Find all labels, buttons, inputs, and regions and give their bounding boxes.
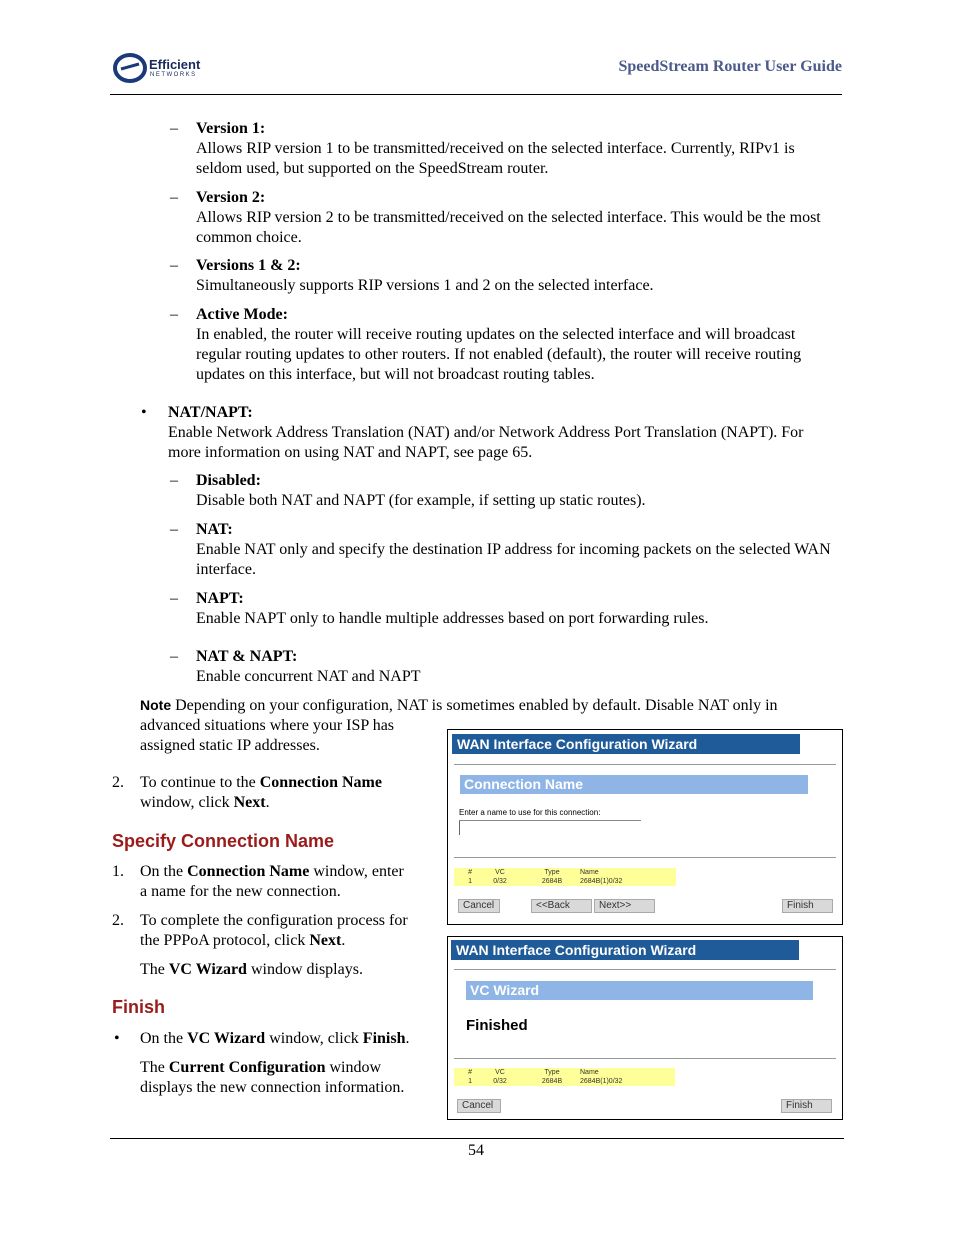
table-cell: 1 xyxy=(454,877,474,886)
step-text: displays the new connection information. xyxy=(140,1079,405,1096)
page-number: 54 xyxy=(468,1142,484,1159)
step-text: window, enter xyxy=(309,863,404,880)
dash-marker: – xyxy=(170,521,178,538)
vc-table xyxy=(454,868,676,886)
table-header: Name xyxy=(578,1068,675,1077)
step-bold: VC Wizard xyxy=(187,1030,266,1047)
note-line3: assigned static IP addresses. xyxy=(140,737,320,754)
step-text: . xyxy=(405,1030,410,1047)
table-header: VC xyxy=(474,868,526,877)
item-title: NAT & NAPT: xyxy=(196,648,298,665)
dash-marker: – xyxy=(170,120,178,137)
specify-step-2 xyxy=(140,911,440,980)
table-header: # xyxy=(454,868,474,877)
header-rule xyxy=(110,94,842,95)
item-title: Version 2: xyxy=(196,189,266,206)
table-header: VC xyxy=(474,1068,526,1077)
header-logo xyxy=(113,52,208,84)
nat-body: Enable Network Address Translation (NAT) and/or Network Address Port Translation (NAPT). For more information on using NAT and NAPT, see page 65. xyxy=(168,424,804,461)
nat-bullet: • xyxy=(141,404,147,421)
note-line1: Depending on your configuration, NAT is sometimes enabled by default. Disable NAT only in xyxy=(175,697,778,714)
divider xyxy=(454,857,836,858)
dash-marker: – xyxy=(170,257,178,274)
table-header-row xyxy=(454,868,676,877)
nat-option-napt xyxy=(196,589,844,629)
step-text: On the xyxy=(140,1030,188,1047)
specify-step-1 xyxy=(140,862,440,902)
step-text: window xyxy=(325,1059,382,1076)
nat-option-disabled xyxy=(196,471,844,511)
rip-version-2 xyxy=(196,188,844,248)
table-header: Name xyxy=(578,868,676,877)
nat-option-nat xyxy=(196,520,844,580)
table-header: Type xyxy=(526,1068,578,1077)
item-body: Simultaneously supports RIP versions 1 and 2 on the selected interface. xyxy=(196,277,654,294)
cancel-button[interactable]: Cancel xyxy=(457,1099,501,1113)
item-title: NAT: xyxy=(196,521,233,538)
finish-button[interactable]: Finish xyxy=(781,1099,832,1113)
table-row[interactable] xyxy=(454,877,676,886)
step-text: window, click xyxy=(265,1030,363,1047)
divider xyxy=(454,969,836,970)
item-body: Enable NAT only and specify the destination IP address for incoming packets on the selected WAN interface. xyxy=(196,541,831,578)
table-header: # xyxy=(454,1068,474,1077)
heading-specify-connection-name: Specify Connection Name xyxy=(112,831,335,851)
cancel-button[interactable]: Cancel xyxy=(458,899,500,913)
rip-active-mode xyxy=(196,305,844,385)
step-text: . xyxy=(341,932,346,949)
finish-button[interactable]: Finish xyxy=(782,899,833,913)
rip-versions-1-2 xyxy=(196,256,844,296)
footer-rule xyxy=(110,1138,844,1139)
nat-option-nat-napt xyxy=(196,647,844,687)
step-number: 1. xyxy=(112,863,124,880)
item-body: Enable concurrent NAT and NAPT xyxy=(196,668,421,685)
finish-step xyxy=(140,1029,440,1098)
item-body: Enable NAPT only to handle multiple addresses based on port forwarding rules. xyxy=(196,610,709,627)
divider xyxy=(454,1058,836,1059)
step-bold: Next xyxy=(233,794,266,811)
divider xyxy=(454,764,836,765)
item-title: Disabled: xyxy=(196,472,261,489)
connection-name-input[interactable] xyxy=(459,821,644,835)
item-body: Allows RIP version 1 to be transmitted/received on the selected interface. Currently, RIPv1 is seldom used, but supported on the SpeedStream router. xyxy=(196,140,795,177)
finish-bullet: • xyxy=(114,1030,120,1047)
step-bold: Finish xyxy=(362,1030,406,1047)
table-cell: 2684B xyxy=(526,877,578,886)
wizard-connection-name-screenshot xyxy=(447,729,843,925)
vc-table xyxy=(454,1068,675,1086)
item-title: NAPT: xyxy=(196,590,244,607)
step-bold: Connection Name xyxy=(187,863,310,880)
note-label: Note xyxy=(140,697,172,713)
wizard-subtitle: VC Wizard xyxy=(466,981,813,1000)
item-body: Allows RIP version 2 to be transmitted/received on the selected interface. This would be the most common choice. xyxy=(196,209,821,246)
item-body: Disable both NAT and NAPT (for example, if setting up static routes). xyxy=(196,492,646,509)
table-cell: 2684B xyxy=(526,1077,578,1086)
step-text: On the xyxy=(140,863,188,880)
step-text: To complete the configuration process for xyxy=(140,912,408,929)
table-cell: 0/32 xyxy=(474,1077,526,1086)
dash-marker: – xyxy=(170,648,178,665)
dash-marker: – xyxy=(170,189,178,206)
table-cell: 0/32 xyxy=(474,877,526,886)
wizard-vc-finished-screenshot xyxy=(447,936,843,1120)
logo-sub: NETWORKS xyxy=(150,72,197,78)
wizard-title: WAN Interface Configuration Wizard xyxy=(452,734,800,754)
step-2-continue xyxy=(140,773,440,813)
step-text: window displays. xyxy=(246,961,363,978)
rip-version-1 xyxy=(196,119,844,179)
step-bold: Current Configuration xyxy=(168,1059,326,1076)
item-title: Version 1: xyxy=(196,120,266,137)
finished-message: Finished xyxy=(466,1017,528,1034)
table-header-row xyxy=(454,1068,675,1077)
dash-marker: – xyxy=(170,472,178,489)
step-bold: Next xyxy=(309,932,342,949)
step-number: 2. xyxy=(112,912,124,929)
dash-marker: – xyxy=(170,590,178,607)
note-line2: advanced situations where your ISP has xyxy=(140,717,395,734)
step-number: 2. xyxy=(112,774,124,791)
efficient-logo-icon xyxy=(113,52,149,84)
step-text: The xyxy=(140,961,169,978)
table-cell: 2684B(1)0/32 xyxy=(578,877,676,886)
table-header: Type xyxy=(526,868,578,877)
item-title: Versions 1 & 2: xyxy=(196,257,301,274)
step-text: . xyxy=(265,794,270,811)
item-title: Active Mode: xyxy=(196,306,288,323)
logo-word: Efficient xyxy=(149,57,201,72)
table-cell: 2684B(1)0/32 xyxy=(578,1077,675,1086)
header-title: SpeedStream Router User Guide xyxy=(618,58,842,75)
item-body: In enabled, the router will receive routing updates on the selected interface and will broadcast regular routing updates to other routers. If not enabled (default), the router will receive routing updates on this interface, but will not broadcast routing tables. xyxy=(196,326,802,383)
nat-section xyxy=(168,403,838,463)
table-row[interactable] xyxy=(454,1077,675,1086)
wizard-title: WAN Interface Configuration Wizard xyxy=(451,940,799,960)
step-text: a name for the new connection. xyxy=(140,883,341,900)
step-text: To continue to the xyxy=(140,774,260,791)
step-text: window, click xyxy=(140,794,234,811)
step-text: the PPPoA protocol, click xyxy=(140,932,310,949)
back-button[interactable]: <<Back xyxy=(531,899,592,913)
step-text: The xyxy=(140,1059,169,1076)
step-bold: VC Wizard xyxy=(168,961,247,978)
connection-name-prompt: Enter a name to use for this connection: xyxy=(459,808,601,817)
nat-title: NAT/NAPT: xyxy=(168,404,253,421)
wizard-subtitle: Connection Name xyxy=(460,775,808,794)
dash-marker: – xyxy=(170,306,178,323)
step-bold: Connection Name xyxy=(259,774,382,791)
table-cell: 1 xyxy=(454,1077,474,1086)
heading-finish: Finish xyxy=(112,997,165,1017)
next-button[interactable]: Next>> xyxy=(594,899,655,913)
